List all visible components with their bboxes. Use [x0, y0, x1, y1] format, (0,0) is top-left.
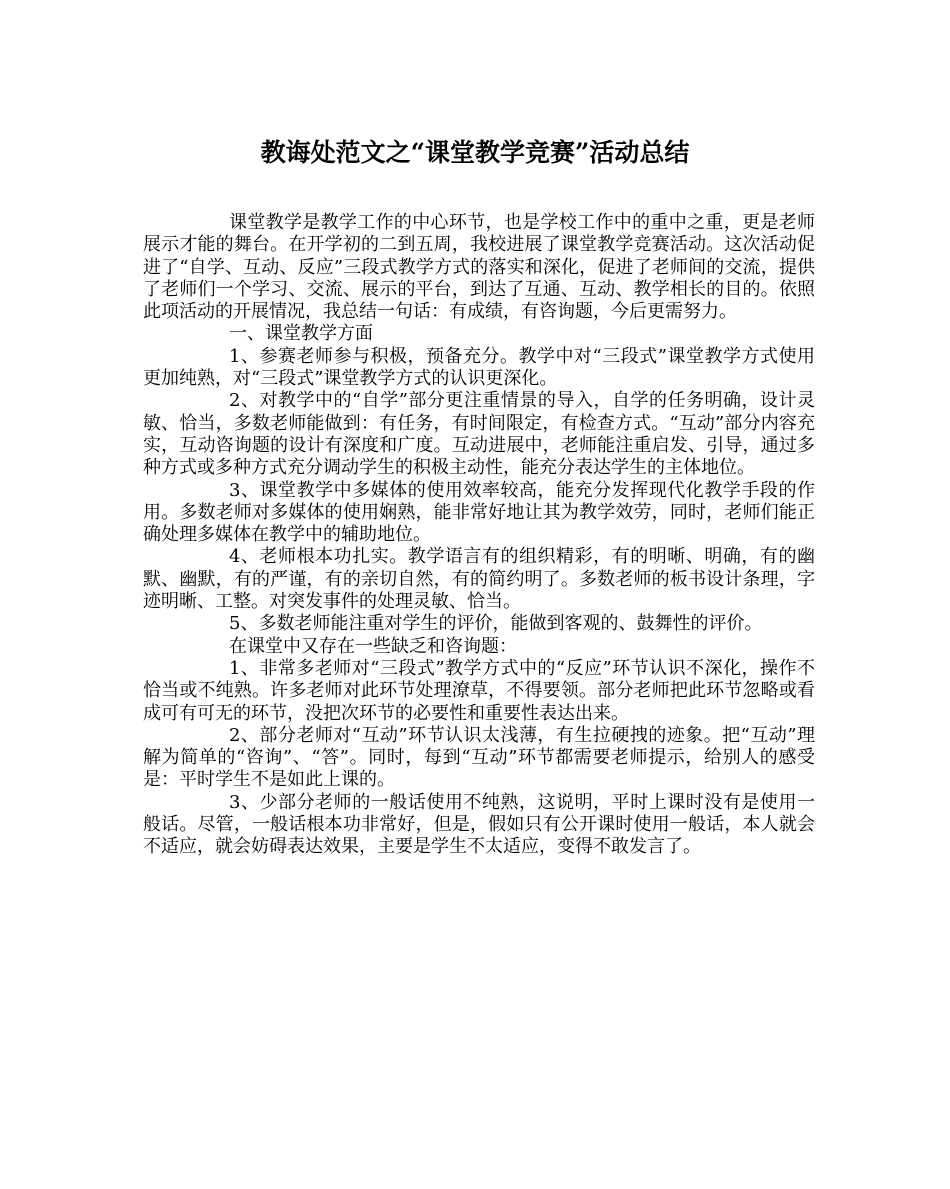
paragraph-point-3: 3、课堂教学中多媒体的使用效率较高，能充分发挥现代化教学手段的作用。多数老师对多媒体的使用娴熟，能非常好地让其为教学效劳，同时，老师们能正确处理多媒体在教学中的辅助地位。: [143, 479, 815, 546]
paragraph-point-4: 4、老师根本功扎实。教学语言有的组织精彩，有的明晰、明确，有的幽默、幽默，有的严谨，有的亲切自然，有的简约明了。多数老师的板书设计条理，字迹明晰、工整。对突发事件的处理灵敏、恰当。: [143, 546, 815, 613]
section-heading-classroom-teaching: 一、课堂教学方面: [229, 323, 373, 345]
document-body: [143, 212, 815, 859]
paragraph-intro: 课堂教学是教学工作的中心环节，也是学校工作中的重中之重，更是老师展示才能的舞台。在开学初的二到五周，我校进展了课堂教学竞赛活动。这次活动促进了“自学、互动、反应”三段式教学方式的落实和深化，促进了老师间的交流，提供了老师们一个学习、交流、展示的平台，到达了互通、互动、教学相长的目的。依照此项活动的开展情况，我总结一句话：有成绩，有咨询题，今后更需努力。: [143, 212, 815, 323]
paragraph-shortcomings-intro: 在课堂中又存在一些缺乏和咨询题：: [229, 635, 517, 657]
paragraph-point-2: 2、对教学中的“自学”部分更注重情景的导入，自学的任务明确，设计灵敏、恰当，多数老师能做到：有任务，有时间限定，有检查方式。“互动”部分内容充实，互动咨询题的设计有深度和广度。互动进展中，老师能注重启发、引导，通过多种方式或多种方式充分调动学生的积极主动性，能充分表达学生的主体地位。: [143, 390, 815, 479]
paragraph-issue-1: 1、非常多老师对“三段式”教学方式中的“反应”环节认识不深化，操作不恰当或不纯熟。许多老师对此环节处理潦草，不得要领。部分老师把此环节忽略或看成可有可无的环节，没把次环节的必要性和重要性表达出来。: [143, 657, 815, 724]
paragraph-point-5: 5、多数老师能注重对学生的评价，能做到客观的、鼓舞性的评价。: [229, 613, 763, 635]
document-title: 教诲处范文之“课堂教学竞赛”活动总结: [260, 138, 690, 167]
paragraph-issue-3: 3、少部分老师的一般话使用不纯熟，这说明，平时上课时没有是使用一般话。尽管，一般话根本功非常好，但是，假如只有公开课时使用一般话，本人就会不适应，就会妨碍表达效果，主要是学生不太适应，变得不敢发言了。: [143, 791, 815, 858]
paragraph-point-1: 1、参赛老师参与积极，预备充分。教学中对“三段式”课堂教学方式使用更加纯熟，对“三段式”课堂教学方式的认识更深化。: [143, 345, 815, 390]
paragraph-issue-2: 2、部分老师对“互动”环节认识太浅薄，有生拉硬拽的迹象。把“互动”理解为简单的“咨询”、“答”。同时，每到“互动”环节都需要老师提示，给别人的感受是：平时学生不是如此上课的。: [143, 724, 815, 791]
